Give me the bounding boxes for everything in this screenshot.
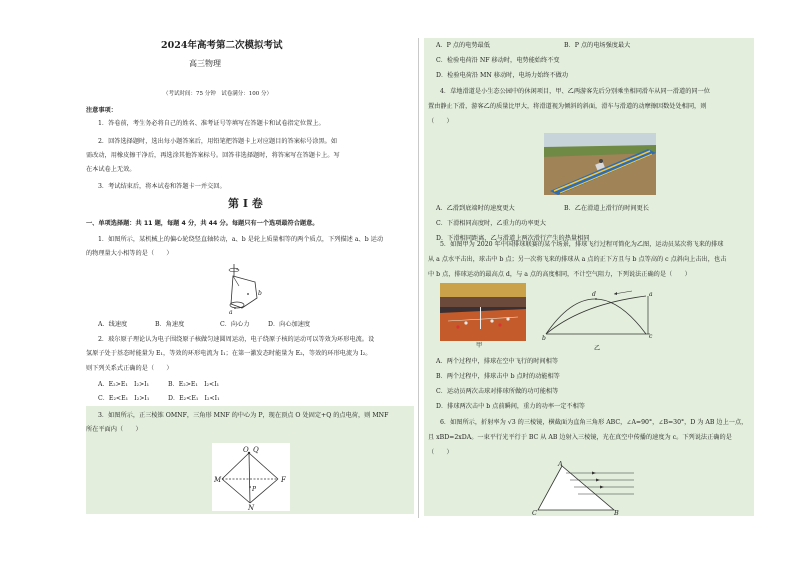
fig-label-B: B (614, 509, 619, 516)
q2-option: A．E₂>E₁ I₂>I₁ (98, 381, 150, 388)
q3-stem: 3．如图所示，正三棱锥 OMNF，三角形 MNF 的中心为 P，现在顶点 O 处固定+Q 的点电荷，则 MNF (98, 412, 389, 419)
volume-heading: 第 I 卷 (228, 197, 263, 210)
q3-option: A．P 点的电势最低 (436, 42, 490, 49)
q6-stem: （ ） (428, 449, 453, 456)
q6-stem: 6．如图所示，折射率为 √3 的三棱镜，横截面为直角三角形 ABC，∠A=90°，∠B=30°，D 为 AB 边上一点， (440, 419, 748, 426)
grass-slide-photo (544, 133, 656, 195)
diagram-label-yi: 乙 (594, 345, 601, 352)
q5-stem: 从 a 点水平击出，球击中 b 点；另一次将飞来的排球从 a 点的正下方且与 b 点等高的 c 点斜向上击出，也击 (428, 256, 727, 263)
volleyball-photo (440, 283, 526, 341)
q3-stem: 所在平面内（ ） (86, 426, 142, 433)
q2-option: B．E₂>E₁ I₂<I₁ (168, 381, 220, 388)
exam-subtitle: 高三物理 (189, 59, 221, 68)
notice-heading: 注意事项： (86, 107, 117, 114)
q5-option: D．排球两次击中 b 点前瞬间，重力的功率一定不相等 (436, 403, 585, 410)
fig-label-b: b (258, 290, 262, 297)
q3-option: C．检验电荷沿 NF 移动时，电势能始终不变 (436, 57, 560, 64)
fig-label-p: P (252, 486, 257, 493)
fig-label-A: A (558, 460, 563, 468)
fig-label-f: F (281, 476, 286, 484)
q1-option: B．角速度 (155, 321, 185, 328)
q4-stem: 4．草地滑道是小生态公园中的休闲项目，甲、乙两游客先后分别乘坐相同滑车从同一滑道的同一位 (440, 88, 710, 95)
q5-option: A．两个过程中，排球在空中飞行的时间相等 (436, 358, 559, 365)
q5-option: B．两个过程中，排球击中 b 点时的动能相等 (436, 373, 560, 380)
fig-label-m: M (214, 476, 222, 484)
fig-label-c-traj: c (649, 333, 653, 340)
q4-option: A．乙滑到底端时的速度更大 (436, 205, 515, 212)
notice-line: 在本试卷上无效。 (86, 166, 136, 173)
photo-label-jia: 甲 (476, 342, 483, 349)
q2-option: D．E₂<E₁ I₂<I₁ (168, 395, 220, 402)
q4-stem: （ ） (428, 118, 453, 125)
section-heading: 一、单项选择题：共 11 题，每题 4 分，共 44 分。每题只有一个选项最符合题意。 (86, 220, 319, 227)
notice-line: 需改动，用橡皮擦干净后，再选涂其他答案标号。回答非选择题时，将答案写在答题卡上。写 (86, 152, 340, 159)
right-page (418, 0, 794, 562)
q1-option: C．向心力 (220, 321, 250, 328)
prism-diagram (530, 460, 642, 516)
q4-stem: 置由静止下滑，游客乙的质量比甲大，将滑道视为倾斜的斜面，滑车与滑道的动摩擦因数处处相同，则 (428, 103, 707, 110)
pyramid-figure (212, 443, 290, 511)
q1-option: D．向心加速度 (268, 321, 311, 328)
fig-label-n: N (248, 504, 255, 511)
fig-label-a: a (229, 309, 233, 316)
exam-info: （考试时间：75 分钟 试卷满分：100 分） (163, 91, 272, 97)
fig-label-d: d (592, 291, 596, 298)
fig-label-q: Q (253, 446, 259, 454)
fig-label-o: O (243, 446, 249, 454)
pyramid-figure-frame (212, 443, 290, 511)
grass-slide-image (544, 133, 656, 195)
fig-label-a-traj: a (649, 291, 653, 298)
q4-option: D．下滑相同距离，乙与滑道上两次滑行产生的热量相同 (436, 235, 590, 242)
q5-stem: 中 b 点，排球运动的最高点 d，与 a 点的高度相同，不计空气阻力，下列说法正确的是（ ） (428, 271, 691, 278)
q2-stem: 氢原子处于基态时能量为 E₁，等效的环形电流为 I₁；在第一激发态时能量为 E₂，等效的环形电流为 I₂。 (86, 350, 372, 357)
trajectory-diagram (542, 284, 654, 344)
q2-option: C．E₂<E₁ I₂>I₁ (98, 395, 150, 402)
q4-option: B．乙在滑道上滑行的时间更长 (564, 205, 649, 212)
q1-stem: 的物理量大小相等的是（ ） (86, 250, 173, 257)
exam-title: 2024年高考第二次模拟考试 (161, 40, 283, 51)
q1-stem: 1．如图所示，某机械上的偏心轮绕竖直轴转动，a、b 是轮上质量相等的两个质点，下列描述 a、b 运动 (98, 236, 384, 243)
volleyball-image (440, 283, 526, 341)
q2-stem: 2．玻尔原子理论认为电子围绕原子核做匀速圆周运动，电子绕原子核的运动可以等效为环形电流。设 (98, 336, 375, 343)
notice-line: 1．答卷前，考生务必将自己的姓名、准考证号等填写在答题卡和试卷指定位置上。 (98, 120, 325, 127)
q3-option: B．P 点的电场强度最大 (564, 42, 631, 49)
q5-stem: 5．如图甲为 2020 年中国排球联赛的某个场景，排球飞行过程可简化为乙图，运动员某次将飞来的排球 (440, 241, 724, 248)
q6-stem: 且 xBD=2xDA。一束平行光平行于 BC 从 AB 边射入三棱镜，光在真空中传播的速度为 c。下列说法正确的是 (428, 434, 732, 441)
fig-label-b-traj: b (542, 335, 546, 342)
q3-option: D．检验电荷沿 MN 移动时，电场力始终不做功 (436, 72, 569, 79)
q2-stem: 则下列关系式正确的是（ ） (86, 365, 173, 372)
q4-option: C．下滑相同高度时，乙重力的功率更大 (436, 220, 546, 227)
q5-option: C．运动员两次击球对排球所做的功可能相等 (436, 388, 559, 395)
notice-line: 2．回答选择题时，选出每小题答案后，用铅笔把答题卡上对应题目的答案标号涂黑。如 (98, 138, 338, 145)
notice-line: 3．考试结束后，将本试卷和答题卡一并交回。 (98, 183, 226, 190)
fig-label-C: C (532, 509, 537, 516)
q1-option: A．线速度 (98, 321, 128, 328)
